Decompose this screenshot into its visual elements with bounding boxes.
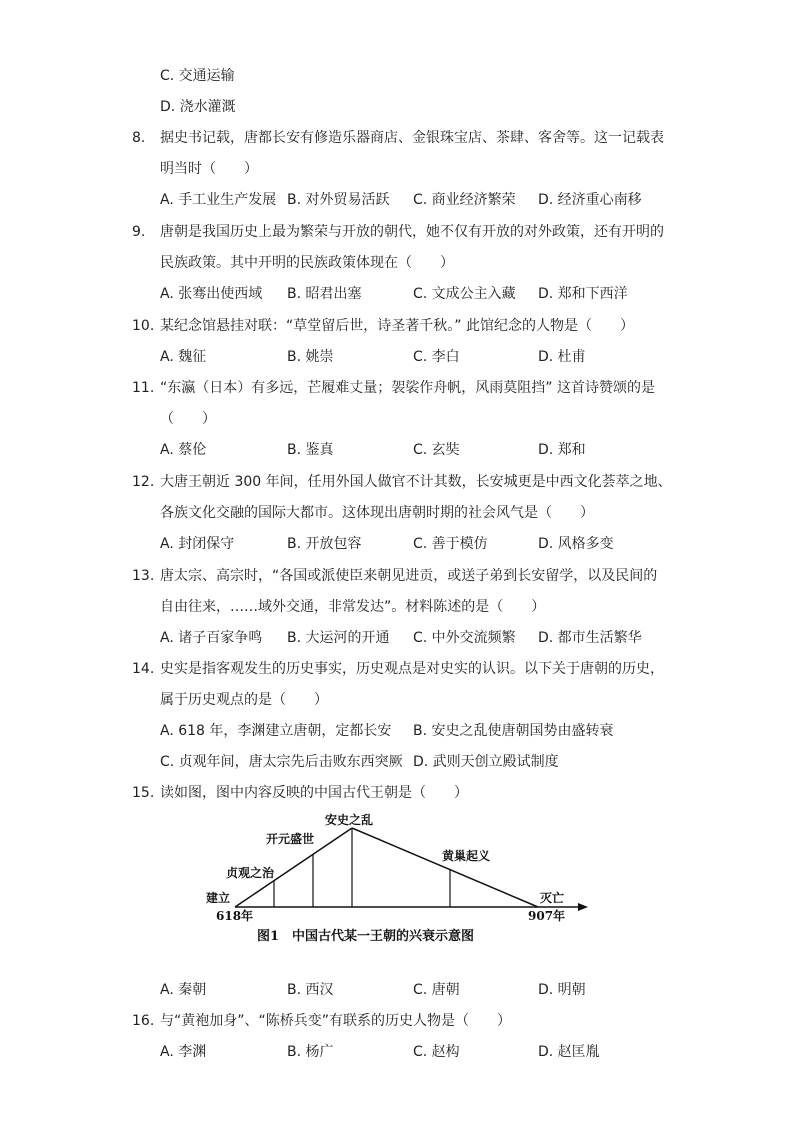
q10-option-b: B. 姚崇 bbox=[287, 349, 334, 365]
q8-option-a: A. 手工业生产发展 bbox=[160, 192, 277, 208]
q14-option-a: A. 618 年，李渊建立唐朝，定都长安 bbox=[160, 723, 392, 739]
q15-option-a: A. 秦朝 bbox=[160, 982, 207, 998]
q13-option-a: A. 诸子百家争鸣 bbox=[160, 630, 263, 646]
q16-stem-line1: 与“黄袍加身”、“陈桥兵变”有联系的历史人物是（ ） bbox=[160, 1013, 512, 1029]
q14-option-b: B. 安史之乱使唐朝国势由盛转衰 bbox=[413, 723, 614, 739]
q16-number: 16. bbox=[132, 1013, 155, 1029]
q8-option-d: D. 经济重心南移 bbox=[538, 192, 642, 208]
label-fall: 灭亡 bbox=[540, 891, 565, 905]
q8-stem-line2: 明当时（ ） bbox=[160, 161, 258, 177]
q8-option-b: B. 对外贸易活跃 bbox=[287, 192, 390, 208]
q16-option-b: B. 杨广 bbox=[287, 1044, 334, 1060]
q12-option-b: B. 开放包容 bbox=[287, 536, 362, 552]
q14-stem-line1: 史实是指客观发生的历史事实，历史观点是对史实的认识。以下关于唐朝的历史， bbox=[160, 661, 664, 677]
label-huangchao: 黄巢起义 bbox=[442, 849, 491, 863]
q13-number: 13. bbox=[132, 568, 155, 584]
q10-option-c: C. 李白 bbox=[413, 349, 460, 365]
q11-stem-line1: “东瀛（日本）有多远，芒履难丈量；袈裟作舟帆，风雨莫阻挡” 这首诗赞颂的是 bbox=[160, 380, 655, 396]
q15-stem-line1: 读如图，图中内容反映的中国古代王朝是（ ） bbox=[160, 785, 468, 801]
q7-option-d: D. 浇水灌溉 bbox=[160, 99, 236, 115]
q11-option-a: A. 蔡伦 bbox=[160, 442, 207, 458]
q11-stem-line2: （ ） bbox=[160, 411, 216, 427]
q13-stem-line2: 自由往来，……域外交通，非常发达”。材料陈述的是（ ） bbox=[160, 599, 546, 615]
q12-stem-line2: 各族文化交融的国际大都市。这体现出唐朝时期的社会风气是（ ） bbox=[160, 505, 594, 521]
label-end-year: 907年 bbox=[528, 909, 566, 923]
label-zhenguan: 贞观之治 bbox=[226, 866, 275, 880]
q11-option-d: D. 郑和 bbox=[538, 442, 586, 458]
dynasty-rise-fall-diagram bbox=[200, 810, 600, 945]
decline-line bbox=[352, 828, 538, 907]
q9-option-c: C. 文成公主入藏 bbox=[413, 286, 516, 302]
q9-stem-line2: 民族政策。其中开明的民族政策体现在（ ） bbox=[160, 255, 454, 271]
figure-caption: 图1 中国古代某一王朝的兴衰示意图 bbox=[257, 929, 475, 944]
q9-option-a: A. 张骞出使西域 bbox=[160, 286, 263, 302]
q12-option-d: D. 风格多变 bbox=[538, 536, 614, 552]
q12-stem-line1: 大唐王朝近 300 年间，任用外国人做官不计其数，长安城更是中西文化荟萃之地、 bbox=[160, 474, 672, 490]
q9-number: 9. bbox=[132, 224, 146, 240]
q10-option-d: D. 杜甫 bbox=[538, 349, 586, 365]
q13-option-c: C. 中外交流频繁 bbox=[413, 630, 516, 646]
q14-option-c: C. 贞观年间，唐太宗先后击败东西突厥 bbox=[160, 754, 403, 770]
q9-option-b: B. 昭君出塞 bbox=[287, 286, 362, 302]
q15-option-d: D. 明朝 bbox=[538, 982, 586, 998]
q11-option-c: C. 玄奘 bbox=[413, 442, 460, 458]
timeline-arrowhead bbox=[578, 903, 588, 911]
q12-option-a: A. 封闭保守 bbox=[160, 536, 235, 552]
q10-number: 10. bbox=[132, 318, 155, 334]
q9-stem-line1: 唐朝是我国历史上最为繁荣与开放的朝代，她不仅有开放的对外政策，还有开明的 bbox=[160, 224, 664, 240]
q15-option-c: C. 唐朝 bbox=[413, 982, 460, 998]
q8-number: 8. bbox=[132, 130, 146, 146]
label-anshi: 安史之乱 bbox=[325, 813, 374, 827]
q16-option-d: D. 赵匡胤 bbox=[538, 1044, 600, 1060]
q16-option-a: A. 李渊 bbox=[160, 1044, 207, 1060]
q14-option-d: D. 武则天创立殿试制度 bbox=[413, 754, 559, 770]
label-start-year: 618年 bbox=[216, 909, 254, 923]
q15-option-b: B. 西汉 bbox=[287, 982, 334, 998]
q12-option-c: C. 善于模仿 bbox=[413, 536, 488, 552]
q12-number: 12. bbox=[132, 474, 155, 490]
q13-option-b: B. 大运河的开通 bbox=[287, 630, 390, 646]
q10-option-a: A. 魏征 bbox=[160, 349, 207, 365]
q14-stem-line2: 属于历史观点的是（ ） bbox=[160, 692, 328, 708]
label-kaiyuan: 开元盛世 bbox=[266, 832, 315, 846]
q15-number: 15. bbox=[132, 785, 155, 801]
q8-option-c: C. 商业经济繁荣 bbox=[413, 192, 516, 208]
q8-stem-line1: 据史书记载，唐都长安有修造乐器商店、金银珠宝店、茶肆、客舍等。这一记载表 bbox=[160, 130, 664, 146]
q9-option-d: D. 郑和下西洋 bbox=[538, 286, 628, 302]
q14-number: 14. bbox=[132, 661, 155, 677]
label-founding: 建立 bbox=[206, 891, 231, 905]
q13-stem-line1: 唐太宗、高宗时，“各国或派使臣来朝见进贡，或送子弟到长安留学，以及民间的 bbox=[160, 568, 658, 584]
q11-option-b: B. 鉴真 bbox=[287, 442, 334, 458]
q11-number: 11. bbox=[132, 380, 155, 396]
q13-option-d: D. 都市生活繁华 bbox=[538, 630, 642, 646]
q16-option-c: C. 赵构 bbox=[413, 1044, 460, 1060]
q7-option-c: C. 交通运输 bbox=[160, 68, 235, 84]
q10-stem-line1: 某纪念馆悬挂对联：“草堂留后世，诗圣著千秋。” 此馆纪念的人物是（ ） bbox=[160, 318, 634, 334]
